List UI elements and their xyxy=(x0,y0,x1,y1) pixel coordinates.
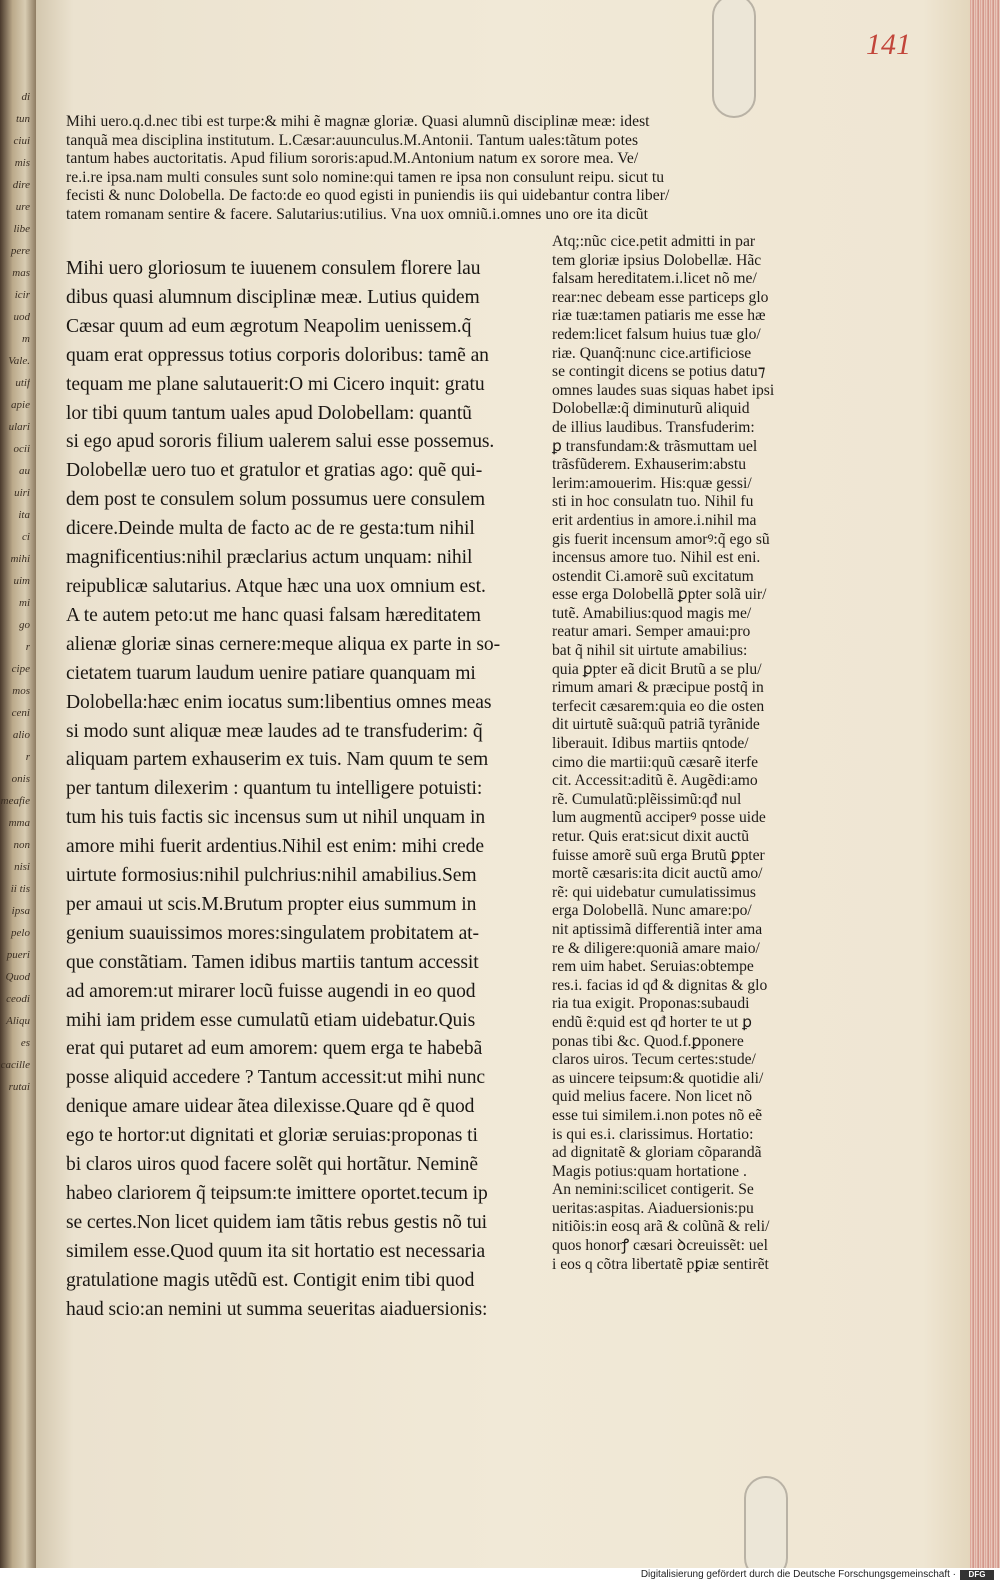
text-line: lor tibi quum tantum uales apud Dolobellam: quantũ xyxy=(66,402,472,424)
left-page-fragment: onis xyxy=(11,773,30,785)
left-page-fragment: go xyxy=(19,619,30,631)
commentary-line: tatem romanam sentire & facere. Salutarius:utilius. Vna uox omniũ.i.omnes uno ore ita dicũt xyxy=(66,205,648,223)
left-page-fragment: es xyxy=(20,1037,30,1049)
text-line: se certes.Non licet quidem iam tãtis rebus gestis nõ tui xyxy=(66,1211,488,1233)
commentary-line: erit ardentius in amore.i.nihil ma xyxy=(552,511,757,529)
commentary-line: erga Dolobellã. Nunc amare:po/ xyxy=(552,902,752,920)
main-text-block xyxy=(66,255,546,1325)
text-line: per tantum dilexerim : quantum tu intelligere potuisti: xyxy=(66,778,483,800)
commentary-line: An nemini:scilicet contigerit. Se xyxy=(552,1181,754,1199)
left-page-fragment: mas xyxy=(12,267,30,279)
left-page-fragment: cacille xyxy=(0,1059,30,1071)
left-page-fragment: apie xyxy=(11,399,30,411)
dfg-logo: DFG xyxy=(960,1570,994,1580)
text-line: si ego apud sororis filium ualerem salui esse possemus. xyxy=(66,431,495,453)
commentary-line: de illius laudibus. Transfuderim: xyxy=(552,418,755,436)
left-page-fragment: ocii xyxy=(13,443,30,455)
left-page-fragment: ii tis xyxy=(10,883,30,895)
commentary-line: fecisti & nunc Dolobella. De facto:de eo quod egisti in puniendis iis qui uidebantur contra liber/ xyxy=(66,187,670,205)
commentary-line: ꝑ transfundam:& trãsmuttam uel xyxy=(552,437,758,455)
text-line: similem esse.Quod quum ita sit hortatio est necessaria xyxy=(66,1240,486,1262)
commentary-line: ostendit Ci.amorẽ suũ excitatum xyxy=(552,567,754,585)
commentary-line: quid melius facere. Non licet nõ xyxy=(552,1088,753,1106)
commentary-line: re & diligere:quoniã amare maio/ xyxy=(552,939,760,957)
commentary-line: Mihi uero.q.d.nec tibi est turpe:& mihi ẽ magnæ gloriæ. Quasi alumnũ disciplinæ meæ: idest xyxy=(66,113,650,130)
left-page-fragment: mi xyxy=(19,597,30,609)
text-line: dicere.Deinde multa de facto ac de re gesta:tum nihil xyxy=(66,518,475,540)
page-edge-stack xyxy=(970,0,1000,1568)
left-page-fragment: mis xyxy=(14,157,30,169)
text-line: bi claros uiros quod facere solẽt qui hortãtur. Neminẽ xyxy=(66,1154,478,1176)
text-line: Dolobellæ uero tuo et gratulor et gratias ago: quẽ qui- xyxy=(66,460,483,482)
page-holder-clip-top xyxy=(712,0,756,118)
text-line: posse aliquid accedere ? Tantum accessit:ut mihi nunc xyxy=(66,1067,485,1089)
left-page-fragment: ceodi xyxy=(6,993,30,1005)
left-page-fragment: dire xyxy=(12,179,30,191)
footer-credit: Digitalisierung gefördert durch die Deutsche Forschungsgemeinschaft · xyxy=(640,1569,956,1580)
left-page-edge xyxy=(0,0,36,1568)
text-line: genium suauissimos mores:singulatem probitatem at- xyxy=(66,922,479,944)
text-line: amore mihi fuerit ardentius.Nihil est enim: mihi crede xyxy=(66,836,484,858)
left-page-fragment: au xyxy=(19,465,30,477)
commentary-line: liberauit. Idibus martiis qntode/ xyxy=(552,735,749,753)
text-line: que constãtiam. Tamen idibus martiis tantum accessit xyxy=(66,951,479,973)
left-page-fragment: r xyxy=(25,641,30,653)
text-line: tum his tuis factis sic incensus sum ut nihil unquam in xyxy=(66,807,486,829)
commentary-line: rimum amari & præcipue postq̃ in xyxy=(552,679,764,697)
left-page-fragment: Aliqu xyxy=(6,1015,30,1027)
commentary-top-block xyxy=(66,113,836,225)
left-page-fragment: rutai xyxy=(8,1081,30,1093)
left-page-fragment: uod xyxy=(13,311,30,323)
left-page-fragment: uim xyxy=(13,575,30,587)
commentary-line: ria tua exigit. Proponas:subaudi xyxy=(552,995,750,1013)
left-page-fragment: pelo xyxy=(11,927,30,939)
text-line: dem post te consulem solum possumus uere consulem xyxy=(66,489,486,511)
left-page-fragment: nisi xyxy=(14,861,30,873)
left-page-fragment: ipsa xyxy=(11,905,30,917)
left-page-fragment: icir xyxy=(14,289,30,301)
commentary-line: quos honorꝭ cæsari ꝺcreuissẽt: uel xyxy=(552,1237,768,1255)
left-page-fragment: ure xyxy=(15,201,30,213)
commentary-line: rem uim habet. Seruias:obtempe xyxy=(552,958,754,976)
commentary-line: retur. Quis erat:sicut dixit auctũ xyxy=(552,828,750,845)
text-line: aliquam partem exhauserim ex tuis. Nam quum te sem xyxy=(66,749,489,771)
left-page-fragment: m xyxy=(22,333,30,345)
text-line: cietatem tuarum laudum uenire patiare quanquam mi xyxy=(66,662,476,684)
folio-number: 141 xyxy=(866,28,911,61)
commentary-line: Dolobellæ:q̃ diminuturũ aliquid xyxy=(552,400,750,418)
commentary-line: rear:nec debeam esse particeps glo xyxy=(552,288,769,306)
left-page-fragment: r xyxy=(25,751,30,763)
commentary-line: lum augmentũ acciperꝰ posse uide xyxy=(552,809,766,827)
left-page-fragment: pere xyxy=(10,245,30,257)
left-page-fragment: utif xyxy=(15,377,30,389)
text-line: si modo sunt aliquæ meæ laudes ad te transfuderim: q̃ xyxy=(66,720,483,742)
commentary-line: tanquã mea disciplina institutum. L.Cæsar:auunculus.M.Antonii. Tantum uales:tãtum potes xyxy=(66,131,639,149)
commentary-line: riæ. Quanq̃:nunc cice.artificiose xyxy=(552,344,752,362)
text-line: Mihi uero gloriosum te iuuenem consulem florere lau xyxy=(66,258,481,279)
commentary-line: Magis potius:quam hortatione . xyxy=(552,1162,747,1180)
commentary-line: cit. Accessit:aditũ ẽ. Augẽdi:amo xyxy=(552,772,758,790)
text-line: haud scio:an nemini ut summa seueritas aiaduersionis: xyxy=(66,1298,488,1320)
left-page-fragment: ciui xyxy=(13,135,30,147)
commentary-line: mortẽ cæsaris:ita dicit auctũ amo/ xyxy=(552,865,763,883)
commentary-line: falsam hereditatem.i.licet nõ me/ xyxy=(552,270,757,288)
commentary-line: is qui es.i. clarissimus. Hortatio: xyxy=(552,1125,754,1143)
text-line: magnificentius:nihil præclarius actum unquam: nihil xyxy=(66,547,473,569)
commentary-line: bat q̃ nihil sit uirtute amabilius: xyxy=(552,642,748,660)
text-line: uirtute formosius:nihil pulchrius:nihil amabilius.Sem xyxy=(66,865,477,887)
left-page-fragment: alio xyxy=(12,729,30,741)
left-page-fragment: mma xyxy=(8,817,30,829)
commentary-line: tutẽ. Amabilius:quod magis me/ xyxy=(552,604,752,622)
left-page-fragment: uiri xyxy=(14,487,30,499)
left-page-fragment: ulari xyxy=(8,421,30,433)
commentary-line: fuisse amorẽ suũ erga Brutũ ꝑpter xyxy=(552,846,765,864)
commentary-line: reatur amari. Semper amaui:pro xyxy=(552,623,751,641)
commentary-line: endũ ẽ:quid est qđ horter te ut ꝑ xyxy=(552,1013,753,1031)
text-line: A te autem peto:ut me hanc quasi falsam hæreditatem xyxy=(66,604,481,626)
text-line: erat qui putaret ad eum amorem: quem erga te habebã xyxy=(66,1038,483,1060)
text-line: per amaui ut scis.M.Brutum propter eius summum in xyxy=(66,893,477,915)
commentary-line: nitiõis:in eosq arã & colũnã & reli/ xyxy=(552,1218,770,1236)
commentary-right-block xyxy=(552,233,852,1274)
text-line: denique amare uidear ãtea dilexisse.Quare qd ẽ quod xyxy=(66,1096,475,1118)
commentary-line: ueritas:aspitas. Aiaduersionis:pu xyxy=(552,1199,754,1217)
commentary-line: rẽ. Cumulatũ:plẽissimũ:qđ nul xyxy=(552,790,742,808)
text-line: Cæsar quum ad eum ægrotum Neapolim uenissem.q̃ xyxy=(66,315,472,337)
left-page-fragment: ita xyxy=(18,509,30,521)
commentary-line: Atq;:nũc cice.petit admitti in par xyxy=(552,233,756,250)
commentary-line: esse tui similem.i.non potes nõ eẽ xyxy=(552,1106,763,1124)
commentary-line: ad dignitatẽ & gloriam cõparandã xyxy=(552,1144,762,1162)
left-page-fragment: libe xyxy=(13,223,30,235)
left-page-fragment: Vale. xyxy=(8,355,30,367)
left-page-fragment: tun xyxy=(15,113,30,125)
text-line: dibus quasi alumnum disciplinæ meæ. Lutius quidem xyxy=(66,286,480,308)
commentary-line: claros uiros. Tecum certes:stude/ xyxy=(552,1051,756,1069)
commentary-line: gis fuerit incensum amorꝰ:q̃ ego sũ xyxy=(552,530,770,548)
commentary-line: res.i. facias id qđ & dignitas & glo xyxy=(552,976,768,994)
text-line: alienæ gloriæ sinas cernere:meque aliqua ex parte in so- xyxy=(66,633,501,655)
commentary-line: incensus amore tuo. Nihil est eni. xyxy=(552,549,761,567)
text-line: Dolobella:hæc enim iocatus sum:libentius omnes meas xyxy=(66,691,492,713)
commentary-line: lerim:amouerim. His:quæ gessi/ xyxy=(552,474,752,492)
commentary-line: terfecit cæsarem:quia eo die osten xyxy=(552,697,765,715)
text-line: quam erat oppressus totius corporis doloribus: tamẽ an xyxy=(66,344,489,366)
left-page-fragment: pueri xyxy=(6,949,30,961)
commentary-line: trãsfũderem. Exhauserim:abstu xyxy=(552,456,746,474)
text-line: tequam me plane salutauerit:O mi Cicero inquit: gratu xyxy=(66,373,485,395)
commentary-line: i eos q cõtra libertatẽ pꝑiæ sentirẽt xyxy=(552,1255,769,1273)
commentary-line: rẽ: qui uidebatur cumulatissimus xyxy=(552,883,756,901)
commentary-line: re.i.re ipsa.nam multi consules sunt solo nomine:qui tamen re ipsa non consulunt reipu. sicut tu xyxy=(66,168,665,186)
commentary-line: dit uirtutẽ suã:quũ patriã tyrãnide xyxy=(552,716,760,734)
text-line: habeo clariorem q̃ teipsum:te imittere oportet.tecum ip xyxy=(66,1183,488,1204)
commentary-line: riæ tuæ:tamen patiaris me esse hæ xyxy=(552,307,766,325)
commentary-line: sti in hoc consulatn tuo. Nihil fu xyxy=(552,493,754,511)
commentary-line: ponas tibi &c. Quod.f.ꝑponere xyxy=(552,1032,744,1050)
left-page-fragment: ci xyxy=(22,531,30,543)
left-page-fragment: Quod xyxy=(5,971,30,983)
left-page-fragment: mihi xyxy=(10,553,30,565)
commentary-line: as uincere teipsum:& quotidie ali/ xyxy=(552,1069,764,1087)
digitization-footer xyxy=(0,1568,1000,1582)
commentary-line: tantum habes auctoritatis. Apud filium sororis:apud.M.Antonium natum ex sorore mea. Ve/ xyxy=(66,150,639,168)
commentary-line: cimo die martii:quũ cæsarẽ iterfe xyxy=(552,753,759,771)
text-line: mihi iam pridem esse cumulatũ etiam uidebatur.Quis xyxy=(66,1009,476,1031)
page-holder-clip-bottom xyxy=(744,1476,788,1580)
left-page-fragment: di xyxy=(21,91,30,103)
left-page-fragment: non xyxy=(13,839,30,851)
commentary-line: esse erga Dolobellã ꝑpter solã uir/ xyxy=(552,586,767,604)
left-page-fragment: ceni xyxy=(11,707,30,719)
commentary-line: tem gloriæ ipsius Dolobellæ. Hãc xyxy=(552,251,762,269)
text-line: ego te hortor:ut dignitati et gloriæ seruias:proponas ti xyxy=(66,1125,478,1147)
commentary-line: nit aptissimã differentiã inter ama xyxy=(552,920,763,938)
text-line: reipublicæ salutarius. Atque hæc una uox omnium est. xyxy=(66,575,486,597)
left-page-fragments xyxy=(0,86,30,1098)
commentary-line: redem:licet falsum huius tuæ glo/ xyxy=(552,325,761,343)
commentary-line: omnes laudes suas siquas habet ipsi xyxy=(552,381,775,399)
text-line: ad amorem:ut mirarer locũ fuisse augendi in eo quod xyxy=(66,980,476,1002)
commentary-line: se contingit dicens se potius datu⁊ xyxy=(552,363,766,381)
left-page-fragment: cipe xyxy=(11,663,30,675)
left-page-fragment: meafie xyxy=(0,795,30,807)
commentary-line: quia ꝑpter eã dicit Brutũ a se plu/ xyxy=(552,660,762,678)
left-page-fragment: mos xyxy=(12,685,30,697)
text-line: gratulatione magis utẽdũ est. Contigit enim tibi quod xyxy=(66,1269,475,1291)
